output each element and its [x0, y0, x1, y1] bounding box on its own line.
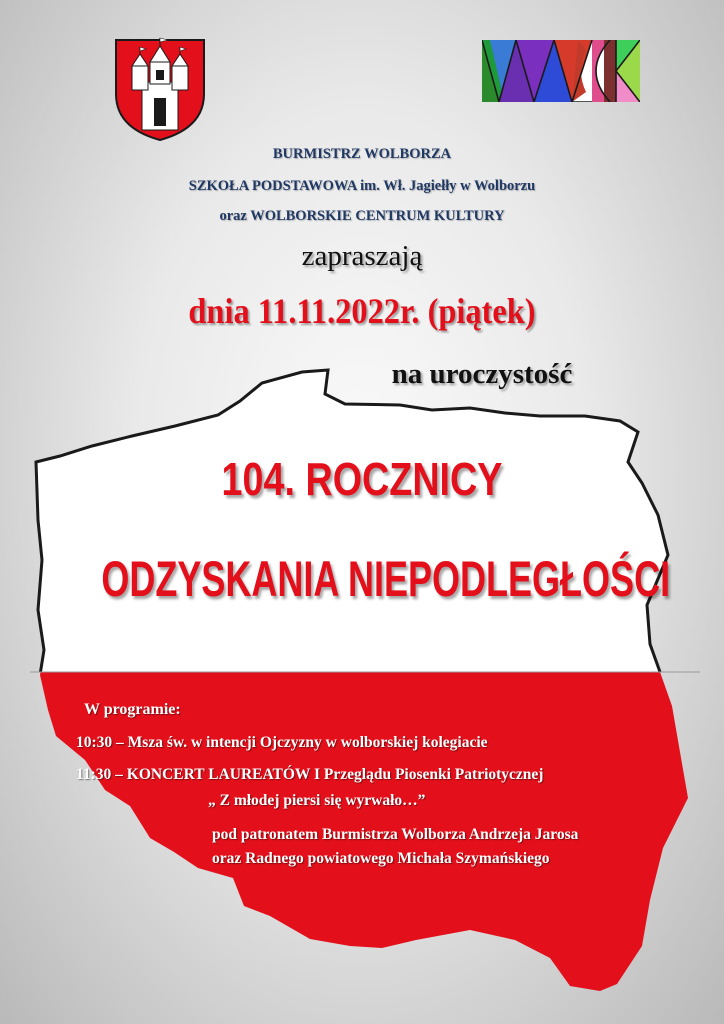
organizer-line-2: SZKOŁA PODSTAWOWA im. Wł. Jagiełły w Wolborzu	[188, 178, 536, 194]
invite-verb: zapraszają	[301, 240, 423, 272]
event-date: dnia 11.11.2022r. (piątek)	[188, 291, 536, 331]
crest-icon	[112, 36, 208, 144]
program-heading: W programie:	[84, 701, 181, 718]
occasion-text: na uroczystość	[391, 358, 573, 390]
wck-logo-icon	[482, 40, 640, 102]
organizer-line-3: oraz WOLBORSKIE CENTRUM KULTURY	[219, 208, 505, 224]
patronage-line-1: pod patronatem Burmistrza Wolborza Andrzeja Jarosa	[212, 826, 579, 843]
program-item-2: 11:30 – KONCERT LAUREATÓW I Przeglądu Piosenki Patriotycznej	[76, 766, 544, 783]
headline-line-2: ODZYSKANIA NIEPODLEGŁOŚCI	[101, 551, 671, 607]
organizer-line-1: BURMISTRZ WOLBORZA	[272, 146, 452, 162]
headline-line-1: 104. ROCZNICY	[221, 453, 503, 505]
program-item-1: 10:30 – Msza św. w intencji Ojczyzny w wolborskiej kolegiacie	[76, 734, 488, 751]
patronage-line-2: oraz Radnego powiatowego Michała Szymańskiego	[212, 850, 550, 867]
program-item-2-title: „ Z młodej piersi się wyrwało…”	[208, 792, 426, 809]
